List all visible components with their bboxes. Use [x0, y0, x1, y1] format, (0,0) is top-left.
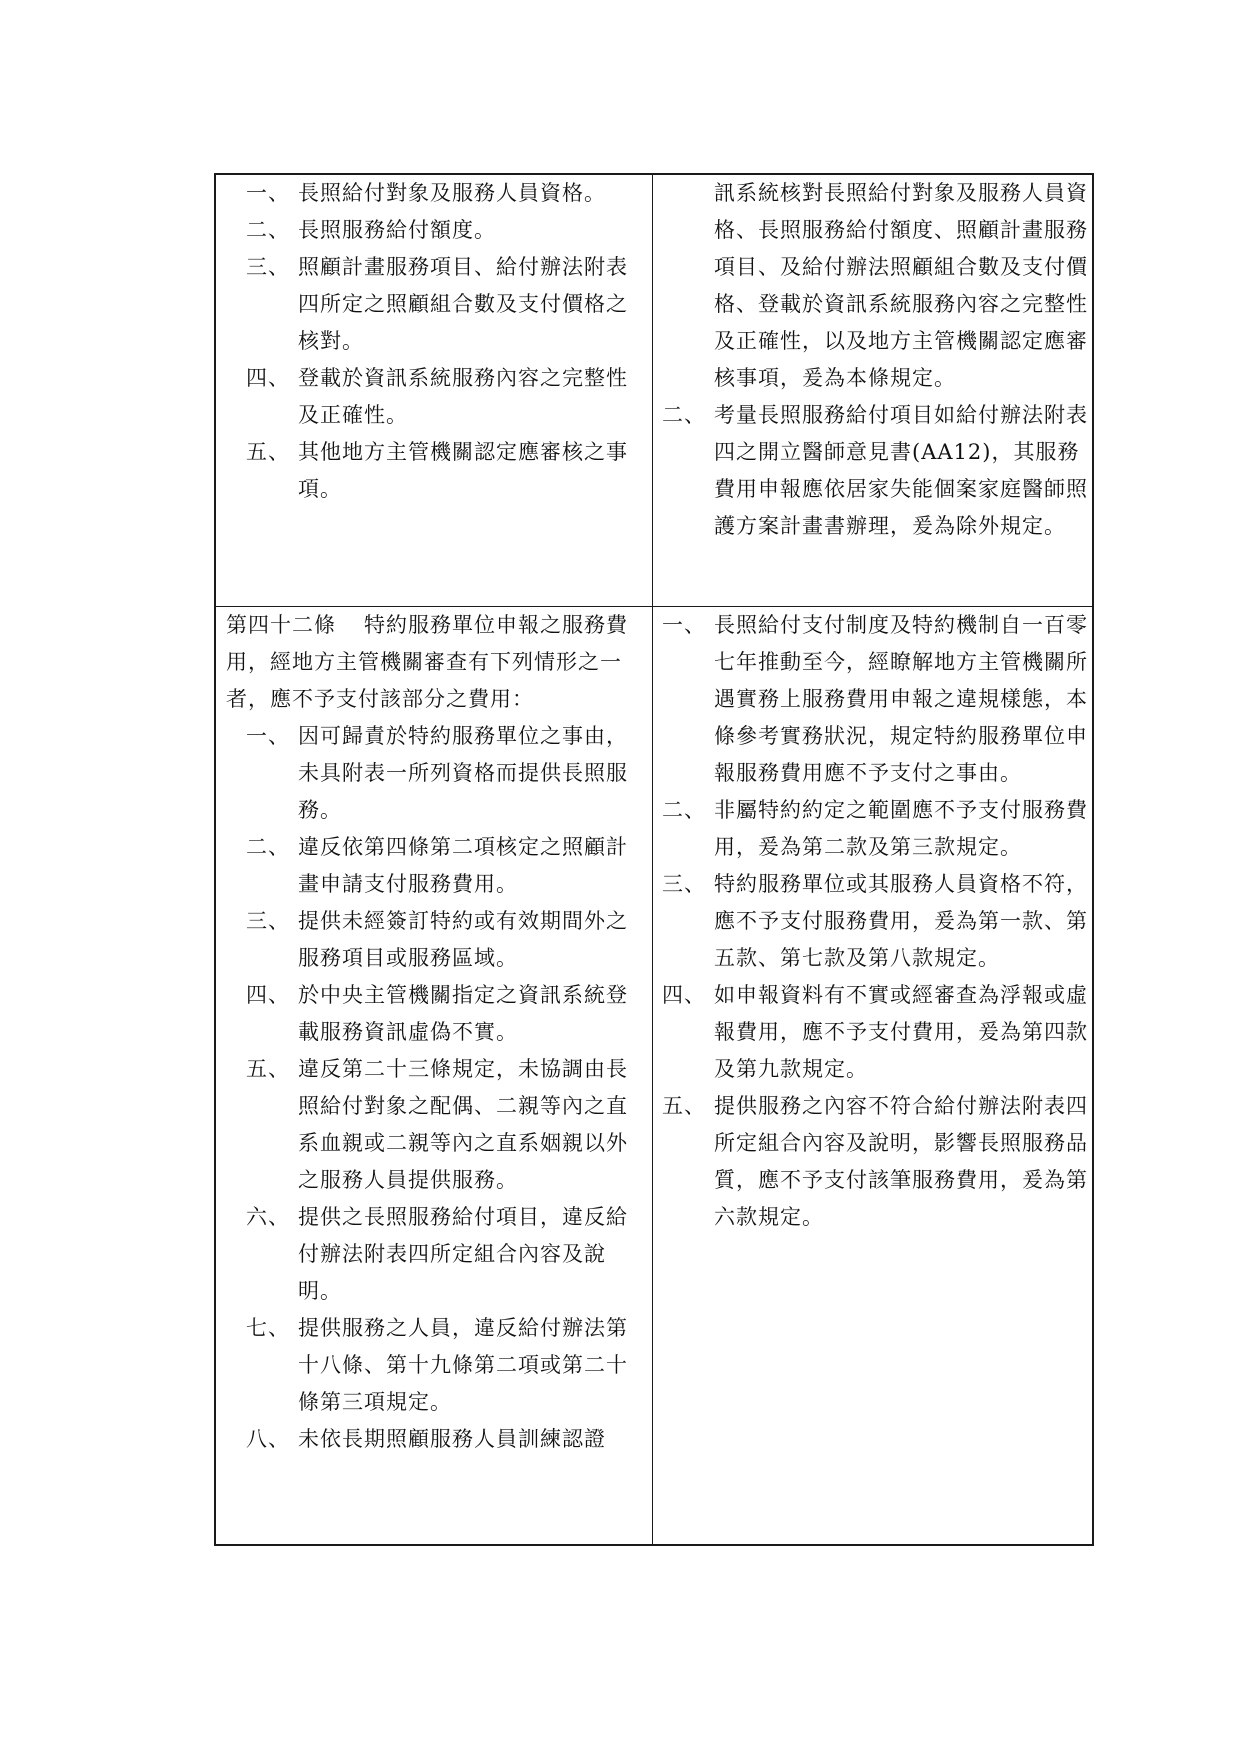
- list-item: [226, 434, 646, 508]
- list-item: [226, 212, 646, 249]
- row1-explanation-text: [662, 175, 1090, 545]
- item-number: 二、: [662, 798, 706, 822]
- item-text: 違反依第四條第二項核定之照顧計畫申請支付服務費用。: [298, 835, 628, 896]
- list-item: [226, 977, 646, 1051]
- item-number: 一、: [246, 724, 290, 748]
- item-number: 二、: [662, 403, 706, 427]
- item-text: 長照服務給付額度。: [298, 218, 496, 242]
- row2-article-text: [226, 607, 646, 1458]
- item-number: 五、: [662, 1094, 706, 1118]
- item-text: 其他地方主管機關認定應審核之事項。: [298, 440, 628, 501]
- item-text: 未依長期照顧服務人員訓練認證: [298, 1427, 606, 1451]
- item-text: 登載於資訊系統服務內容之完整性及正確性。: [298, 366, 628, 427]
- list-item: [226, 1421, 646, 1458]
- item-text: 因可歸責於特約服務單位之事由，未具附表一所列資格而提供長照服務。: [298, 724, 628, 822]
- article-lead-text: 特約服務單位申報之服務費用，經地方主管機關審查有下列情形之一者，應不予支付該部分之費用：: [226, 613, 628, 711]
- list-item: [226, 1199, 646, 1310]
- item-number: 三、: [246, 255, 290, 279]
- item-number: 二、: [246, 218, 290, 242]
- article-number: 第四十二條: [226, 613, 336, 637]
- item-text: 違反第二十三條規定，未協調由長照給付對象之配偶、二親等內之直系血親或二親等內之直系姻親以外之服務人員提供服務。: [298, 1057, 628, 1192]
- list-item: [662, 792, 1090, 866]
- row1-article-text: [226, 175, 646, 508]
- item-number: 五、: [246, 440, 290, 464]
- paragraph-text: 訊系統核對長照給付對象及服務人員資格、長照服務給付額度、照顧計畫服務項目、及給付辦法照顧組合數及支付價格、登載於資訊系統服務內容之完整性及正確性，以及地方主管機關認定應審核事項，爰為本條規定。: [714, 181, 1088, 390]
- list-item: [662, 1088, 1090, 1236]
- item-number: 四、: [662, 983, 706, 1007]
- comparison-table: [214, 173, 1094, 1546]
- item-text: 非屬特約約定之範圍應不予支付服務費用，爰為第二款及第三款規定。: [714, 798, 1088, 859]
- list-item: [226, 1051, 646, 1199]
- item-number: 一、: [246, 181, 290, 205]
- item-text: 如申報資料有不實或經審查為浮報或虛報費用，應不予支付費用，爰為第四款及第九款規定。: [714, 983, 1088, 1081]
- item-text: 提供未經簽訂特約或有效期間外之服務項目或服務區域。: [298, 909, 628, 970]
- list-item: [662, 866, 1090, 977]
- item-text: 長照給付支付制度及特約機制自一百零七年推動至今，經瞭解地方主管機關所遇實務上服務費用申報之違規樣態，本條參考實務狀況，規定特約服務單位申報服務費用應不予支付之事由。: [714, 613, 1088, 785]
- item-number: 六、: [246, 1205, 290, 1229]
- item-text: 考量長照服務給付項目如給付辦法附表四之開立醫師意見書(AA12)，其服務費用申報應依居家失能個案家庭醫師照護方案計畫書辦理，爰為除外規定。: [714, 403, 1088, 538]
- item-number: 二、: [246, 835, 290, 859]
- item-number: 五、: [246, 1057, 290, 1081]
- list-item: [226, 829, 646, 903]
- list-item: [226, 718, 646, 829]
- item-text: 特約服務單位或其服務人員資格不符，應不予支付服務費用，爰為第一款、第五款、第七款及第八款規定。: [714, 872, 1088, 970]
- article-lead: [226, 607, 646, 718]
- list-item: [226, 175, 646, 212]
- list-item: [226, 903, 646, 977]
- list-item: [226, 1310, 646, 1421]
- list-item: [226, 249, 646, 360]
- item-text: 提供之長照服務給付項目，違反給付辦法附表四所定組合內容及說明。: [298, 1205, 628, 1303]
- item-number: 七、: [246, 1316, 290, 1340]
- list-item: [662, 397, 1090, 545]
- item-number: 八、: [246, 1427, 290, 1451]
- item-number: 四、: [246, 983, 290, 1007]
- item-text: 於中央主管機關指定之資訊系統登載服務資訊虛偽不實。: [298, 983, 628, 1044]
- item-number: 三、: [662, 872, 706, 896]
- item-text: 提供服務之內容不符合給付辦法附表四所定組合內容及說明，影響長照服務品質，應不予支付該筆服務費用，爰為第六款規定。: [714, 1094, 1088, 1229]
- row2-explanation-text: [662, 607, 1090, 1236]
- column-divider: [652, 175, 653, 1544]
- item-number: 三、: [246, 909, 290, 933]
- item-text: 提供服務之人員，違反給付辦法第十八條、第十九條第二項或第二十條第三項規定。: [298, 1316, 628, 1414]
- list-item: [662, 977, 1090, 1088]
- item-number: 一、: [662, 613, 706, 637]
- item-text: 長照給付對象及服務人員資格。: [298, 181, 606, 205]
- list-item: [226, 360, 646, 434]
- item-number: 四、: [246, 366, 290, 390]
- list-item: [662, 607, 1090, 792]
- continuation-paragraph: [662, 175, 1090, 397]
- item-text: 照顧計畫服務項目、給付辦法附表四所定之照顧組合數及支付價格之核對。: [298, 255, 628, 353]
